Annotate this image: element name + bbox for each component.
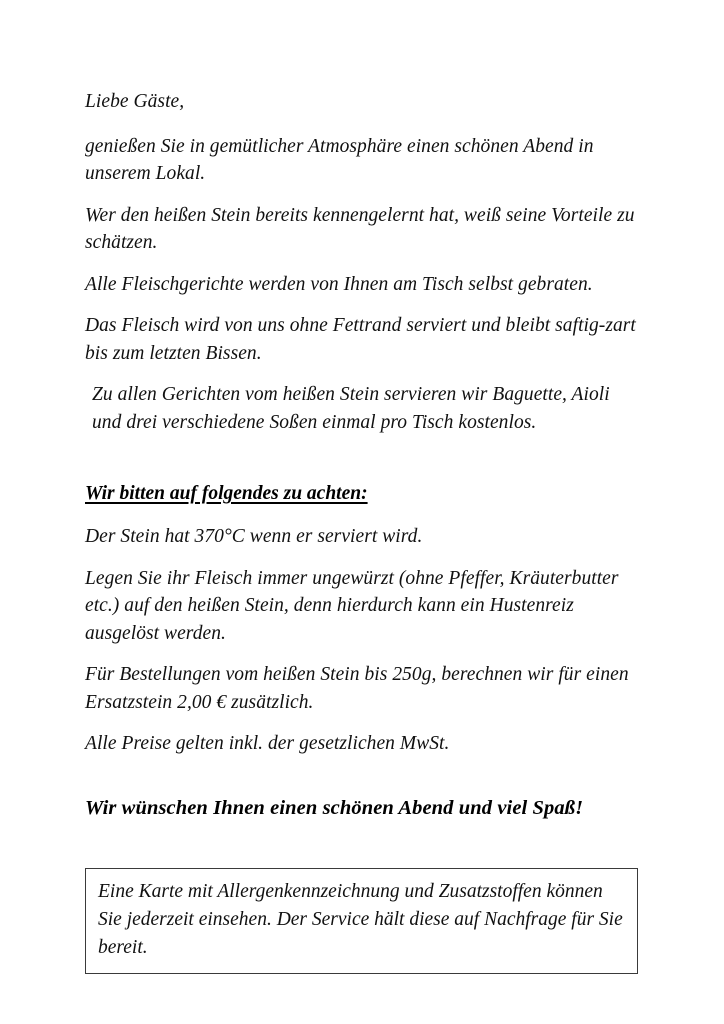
notes-heading-text: Wir bitten auf folgendes zu achten: [85, 483, 368, 504]
note-paragraph-2: Legen Sie ihr Fleisch immer ungewürzt (ohne Pfeffer, Kräuterbutter etc.) auf den heißen Stein, denn hierdurch kann ein Hustenreiz ausgelöst werden. [85, 567, 619, 644]
closing-spacer [85, 772, 638, 794]
note-paragraph-4: Alle Preise gelten inkl. der gesetzlichen MwSt. [85, 733, 450, 754]
allergen-notice-box [85, 868, 638, 974]
intro-paragraph-2: Wer den heißen Stein bereits kennengelernt hat, weiß seine Vorteile zu schätzen. [85, 204, 635, 253]
note-paragraph-3: Für Bestellungen vom heißen Stein bis 250g, berechnen wir für einen Ersatzstein 2,00 € zusätzlich. [85, 664, 629, 713]
intro-paragraph-1: genießen Sie in gemütlicher Atmosphäre einen schönen Abend in unserem Lokal. [85, 135, 594, 184]
closing-line: Wir wünschen Ihnen einen schönen Abend und viel Spaß! [85, 796, 584, 819]
note-paragraph-1: Der Stein hat 370°C wenn er serviert wird. [85, 526, 423, 547]
allergen-notice-text: Eine Karte mit Allergenkennzeichnung und Zusatzstoffen können Sie jederzeit einsehen. Der Service hält diese auf Nachfrage für Sie bereit. [98, 880, 623, 958]
notes-heading [85, 480, 638, 507]
included-sides-paragraph: Zu allen Gerichten vom heißen Stein servieren wir Baguette, Aioli und drei verschiedene Soßen einmal pro Tisch kostenlos. [92, 384, 610, 433]
intro-paragraph-3: Alle Fleischgerichte werden von Ihnen am Tisch selbst gebraten. [85, 273, 593, 295]
section-spacer [85, 450, 638, 480]
allergen-box-spacer [85, 822, 638, 868]
intro-paragraph-4: Das Fleisch wird von uns ohne Fettrand serviert und bleibt saftig-zart bis zum letzten Bissen. [85, 315, 636, 364]
greeting-line: Liebe Gäste, [85, 91, 185, 112]
